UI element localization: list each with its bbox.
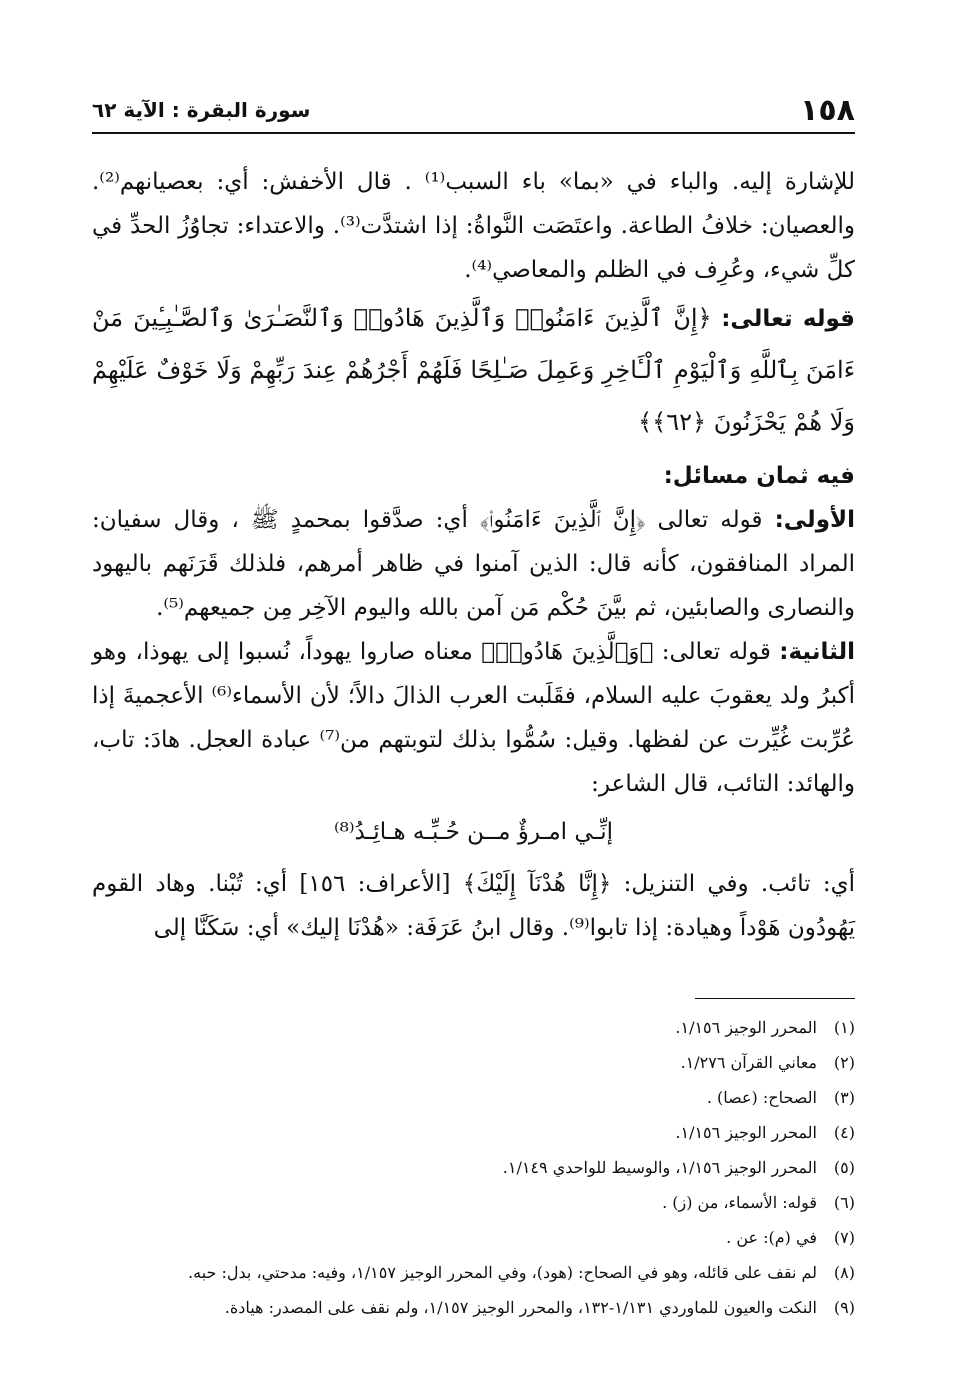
intro-paragraph: للإشارة إليه. والباء في «بما» باء السبب⁽¹⁾ . قال الأخفش: أي: بعصيانهم⁽²⁾. والعصيان: خلافُ الطاعة. واعتَصَت النَّواةُ: إذا اشتدَّت⁽³⁾. والاعتداء: تجاوُزُ الحدِّ في كلِّ شيء، وعُرِف في الظلم والمعاصي⁽⁴⁾. [92, 169, 855, 283]
footnote-text: معاني القرآن ١/٢٧٦. [680, 1053, 817, 1072]
footnote-item [92, 1150, 855, 1185]
footnote-number: (٢) [833, 1053, 855, 1072]
footnote-number: (٩) [833, 1298, 855, 1317]
footnote-number: (٦) [833, 1193, 855, 1212]
first-issue [92, 498, 855, 630]
footnote-number: (١) [833, 1018, 855, 1037]
footnote-item [92, 1185, 855, 1220]
footnote-number: (٣) [833, 1088, 855, 1107]
section-heading: فيه ثمان مسائل: [663, 463, 855, 489]
footnote-text: قوله: الأسماء، من (ز) . [662, 1193, 817, 1212]
second-issue [92, 630, 855, 806]
footnote-text: المحرر الوجيز ١/١٥٦. [675, 1123, 817, 1142]
footnote-number: (٥) [833, 1158, 855, 1177]
verse-block [92, 292, 855, 448]
footnote-item [92, 1220, 855, 1255]
footnote-text: في (م): عن . [726, 1228, 817, 1247]
poem-line: إنِّـي امـرؤٌ مــن حُـبِّـه هـائِـدُ⁽⁸⁾ [333, 819, 614, 845]
footnote-item [92, 1255, 855, 1290]
footnote-item [92, 1045, 855, 1080]
footnote-item [92, 1115, 855, 1150]
second-issue-label: الثانية: [779, 639, 855, 665]
footnote-text: النكت والعيون للماوردي ١/١٣١-١٣٢، والمحرر الوجيز ١/١٥٧، ولم نقف على المصدر: هيادة. [224, 1298, 817, 1317]
footnote-number: (٨) [833, 1263, 855, 1282]
footnote-text: لم نقف على قائله، وهو في الصحاح: (هود)، وفي المحرر الوجيز ١/١٥٧، وفيه: مدحتي، بدل: حبه. [188, 1263, 817, 1282]
page-header [92, 88, 855, 134]
page-number: ١٥٨ [800, 92, 855, 128]
first-issue-text: قوله تعالى ﴿إِنَّ ٱلَّذِينَ ءَامَنُوا۟﴾ أي: صدَّقوا بمحمدٍ ﷺ ، وقال سفيان: المراد المنافقون، كأنه قال: الذين آمنوا في ظاهر أمرهم، فلذلك قَرَنَهم باليهود والنصارى والصابئين، ثم بيَّنَ حُكْم مَن آمن بالله واليوم الآخِر مِن جميعهم⁽⁵⁾. [92, 507, 855, 621]
second-issue-text: قوله تعالى: ﴿وَٱلَّذِينَ هَادُوا۟﴾ معناه صاروا يهوداً، نُسبوا إلى يهوذا، وهو أكبرُ ولد يعقوبَ عليه السلام، فقَلَبت العرب الذالَ دالاً؛ لأن الأسماء⁽⁶⁾ الأعجميةَ إذا عُرِّبت غُيِّرت عن لفظها. وقيل: سُمُّوا بذلك لتوبتهم من⁽⁷⁾ عبادة العجل. هادَ: تاب، والهائد: التائب، قال الشاعر: [92, 639, 855, 797]
footnote-divider [695, 998, 855, 999]
verse-intro: قوله تعالى: [721, 306, 855, 332]
footnotes-list [92, 1010, 855, 1325]
first-issue-label: الأولى: [774, 507, 856, 533]
footnote-text: المحرر الوجيز ١/١٥٦. [675, 1018, 817, 1037]
continuation-paragraph: أي: تائب. وفي التنزيل: ﴿إِنَّا هُدْنَآ إِلَيْكَ﴾ [الأعراف: ١٥٦] أي: تُبْنا. وهاد القوم يَهُودُون هَوْداً وهيادة: إذا تابوا⁽⁹⁾. وقال ابنُ عَرَفَة: «هُدْنَا إليك» أي: سَكَنَّا إلى [92, 871, 855, 941]
footnote-text: المحرر الوجيز ١/١٥٦، والوسيط للواحدي ١/١٤٩. [502, 1158, 817, 1177]
footnote-number: (٤) [833, 1123, 855, 1142]
footnote-number: (٧) [833, 1228, 855, 1247]
footnote-item [92, 1080, 855, 1115]
footnote-text: الصحاح: (عصا) . [706, 1088, 817, 1107]
main-text [92, 160, 855, 950]
running-title: سورة البقرة : الآية ٦٢ [92, 98, 311, 122]
quran-verse: ﴿إِنَّ ٱلَّذِينَ ءَامَنُوا۟ وَٱلَّذِينَ هَادُوا۟ وَٱلنَّصَـٰرَىٰ وَٱلصَّـٰبِـِٔينَ مَنْ ءَامَنَ بِٱللَّهِ وَٱلْيَوْمِ ٱلْـَٔاخِرِ وَعَمِلَ صَـٰلِحًا فَلَهُمْ أَجْرُهُمْ عِندَ رَبِّهِمْ وَلَا خَوْفٌ عَلَيْهِمْ وَلَا هُمْ يَحْزَنُونَ ﴿٦٢﴾﴾ [92, 304, 855, 436]
footnote-item [92, 1010, 855, 1045]
footnote-item [92, 1290, 855, 1325]
